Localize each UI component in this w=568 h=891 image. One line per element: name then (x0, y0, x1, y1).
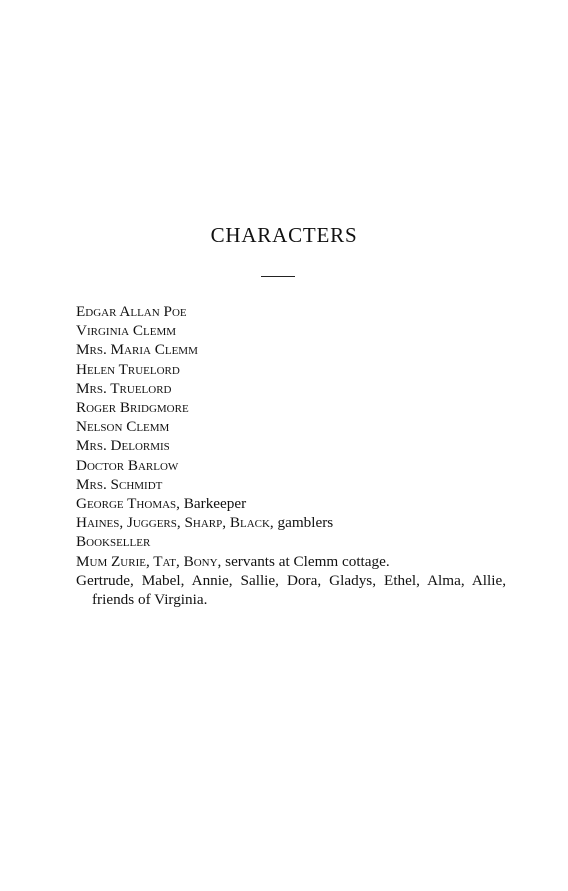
title-divider (261, 276, 295, 277)
character-entry (76, 494, 506, 513)
character-entry (76, 552, 506, 571)
character-entry (76, 456, 506, 475)
friends-entry: Gertrude, Mabel, Annie, Sallie, Dora, Gladys, Ethel, Alma, Allie, friends of Virginia. (76, 571, 506, 609)
character-entry (76, 417, 506, 436)
character-name: Mrs. Schmidt (76, 475, 163, 493)
character-entry (76, 302, 506, 321)
character-entry (76, 513, 506, 532)
character-name: Mrs. Truelord (76, 379, 172, 397)
character-entry (76, 321, 506, 340)
character-name: Mum Zurie, Tat, Bony, (76, 552, 222, 570)
character-name: George Thomas, (76, 495, 180, 513)
character-entry (76, 475, 506, 494)
character-name: Nelson Clemm (76, 418, 170, 436)
character-name: Mrs. Maria Clemm (76, 341, 198, 359)
character-entry (76, 379, 506, 398)
character-name: Edgar Allan Poe (76, 303, 187, 320)
character-list (76, 302, 506, 609)
character-entry (76, 340, 506, 359)
character-name: Roger Bridgmore (76, 399, 189, 417)
character-note: gamblers (273, 514, 334, 532)
character-entry (76, 398, 506, 417)
character-entry (76, 436, 506, 455)
character-entry (76, 532, 506, 551)
character-entry (76, 360, 506, 379)
character-name: Bookseller (76, 533, 151, 551)
character-note: servants at Clemm cottage. (221, 552, 390, 570)
character-name: Helen Truelord (76, 360, 180, 378)
character-name: Mrs. Delormis (76, 437, 170, 455)
character-note: Barkeeper (179, 495, 247, 513)
character-name: Doctor Barlow (76, 456, 179, 474)
character-name: Haines, Juggers, Sharp, Black, (76, 514, 274, 532)
page-title: CHARACTERS (210, 223, 358, 247)
character-name: Virginia Clemm (76, 322, 177, 340)
